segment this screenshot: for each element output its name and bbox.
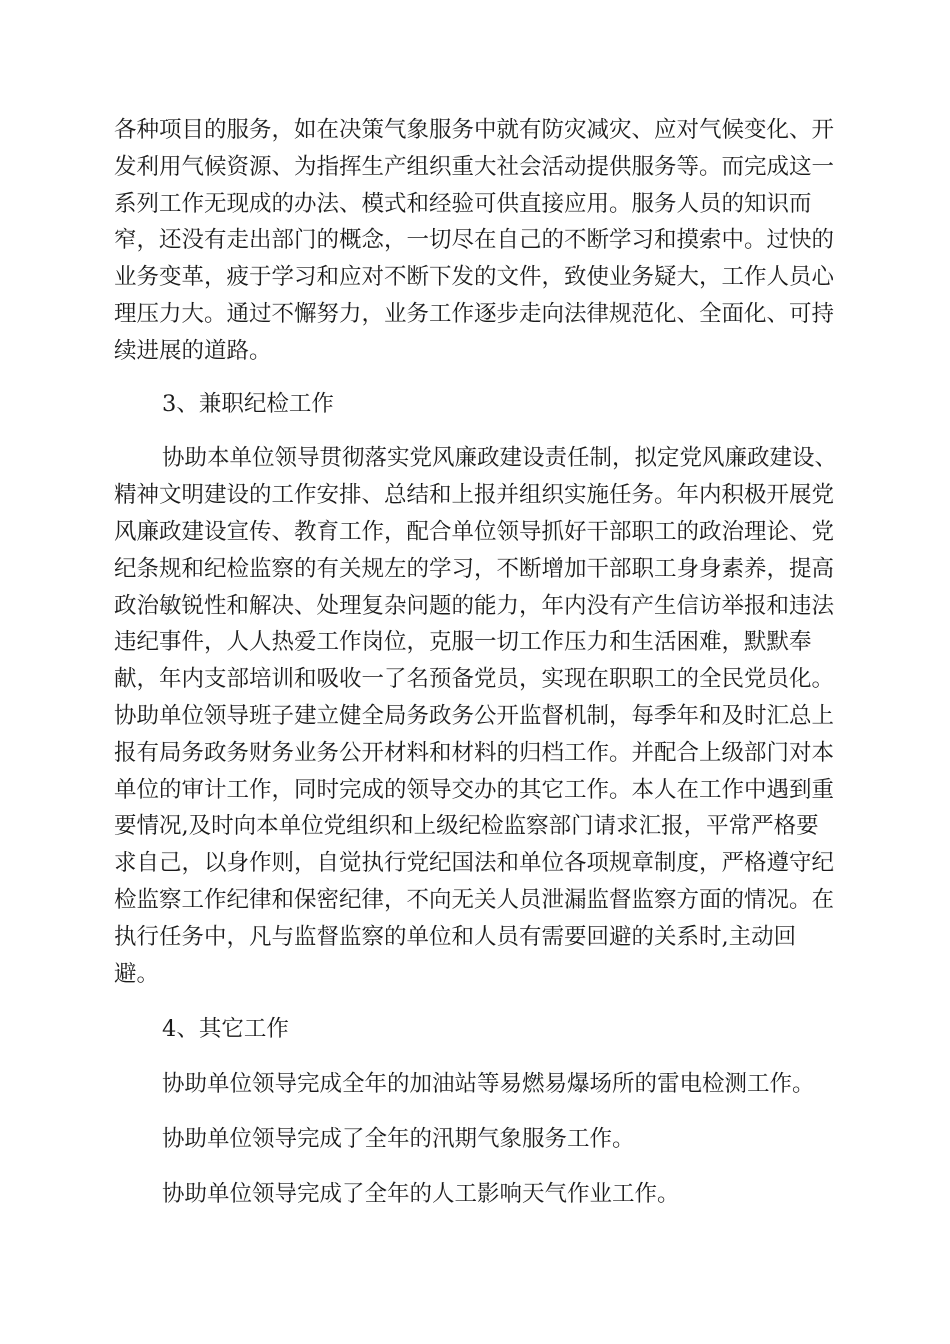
text-line: 检监察工作纪律和保密纪律，不向无关人员泄漏监督监察方面的情况。在 xyxy=(114,886,835,913)
heading-text: 3、兼职纪检工作 xyxy=(162,390,334,417)
text-line: 协助单位领导完成了全年的人工影响天气作业工作。 xyxy=(162,1180,680,1207)
text-line: 协助单位领导完成了全年的汛期气象服务工作。 xyxy=(162,1125,635,1152)
text-line: 各种项目的服务，如在决策气象服务中就有防灾减灾、应对气候变化、开 xyxy=(114,117,835,143)
text-line: 单位的审计工作，同时完成的领导交办的其它工作。本人在工作中遇到重 xyxy=(114,776,835,803)
paragraph-discipline-inspection xyxy=(114,440,838,992)
list-item xyxy=(114,1066,838,1103)
paragraph-services xyxy=(114,112,838,370)
section-heading-3 xyxy=(114,386,838,423)
text-line: 风廉政建设宣传、教育工作，配合单位领导抓好干部职工的政治理论、党 xyxy=(114,518,835,545)
text-line: 协助单位领导班子建立健全局务政务公开监督机制，每季年和及时汇总上 xyxy=(114,702,835,729)
text-line: 政治敏锐性和解决、处理复杂问题的能力，年内没有产生信访举报和违法 xyxy=(114,592,835,619)
text-line: 业务变革，疲于学习和应对不断下发的文件，致使业务疑大，工作人员心 xyxy=(114,264,835,291)
text-line: 理压力大。通过不懈努力，业务工作逐步走向法律规范化、全面化、可持 xyxy=(114,300,835,327)
text-line: 续进展的道路。 xyxy=(114,337,272,364)
heading-text: 4、其它工作 xyxy=(162,1016,289,1043)
text-line: 系列工作无现成的办法、模式和经验可供直接应用。服务人员的知识而 xyxy=(114,190,812,217)
document-body xyxy=(114,112,838,1213)
list-item xyxy=(114,1121,838,1158)
text-line: 执行任务中，凡与监督监察的单位和人员有需要回避的关系时,主动回 xyxy=(114,923,797,950)
text-line: 协助本单位领导贯彻落实党风廉政建设责任制，拟定党风廉政建设、 xyxy=(162,445,838,472)
text-line: 精神文明建设的工作安排、总结和上报并组织实施任务。年内积极开展党 xyxy=(114,482,835,509)
section-heading-4 xyxy=(114,1011,838,1048)
text-line: 报有局务政务财务业务公开材料和材料的归档工作。并配合上级部门对本 xyxy=(114,739,835,766)
text-line: 发利用气候资源、为指挥生产组织重大社会活动提供服务等。而完成这一 xyxy=(114,153,835,180)
text-line: 避。 xyxy=(114,960,160,987)
list-item xyxy=(114,1176,838,1213)
text-line: 献，年内支部培训和吸收一了名预备党员，实现在职职工的全民党员化。 xyxy=(114,666,835,693)
text-line: 纪条规和纪检监察的有关规左的学习，不断增加干部职工身身素养，提高 xyxy=(114,555,835,582)
text-line: 窄，还没有走出部门的概念，一切尽在自己的不断学习和摸索中。过快的 xyxy=(114,227,835,254)
text-line: 求自己，以身作则，自觉执行党纪国法和单位各项规章制度，严格遵守纪 xyxy=(114,850,835,877)
text-line: 要情况,及时向本单位党组织和上级纪检监察部门请求汇报，平常严格要 xyxy=(114,813,819,840)
text-line: 违纪事件，人人热爱工作岗位，克服一切工作压力和生活困难，默默奉 xyxy=(114,629,812,656)
text-line: 协助单位领导完成全年的加油站等易燃易爆场所的雷电检测工作。 xyxy=(162,1071,815,1098)
